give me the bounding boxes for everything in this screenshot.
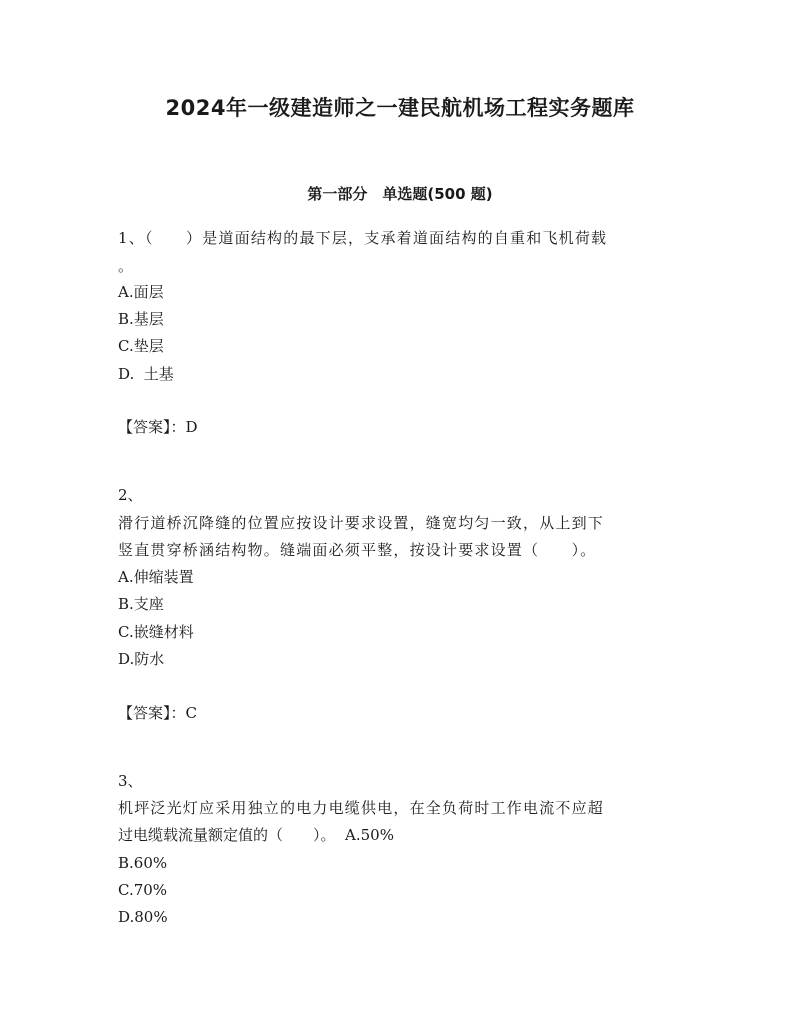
question-1-option-d: D. 土基 — [118, 365, 174, 383]
question-1-option-a: A.面层 — [118, 283, 164, 301]
question-2-option-b: B.支座 — [118, 595, 164, 613]
question-1-stem-line-2: 。 — [118, 257, 134, 275]
question-3-number: 3、 — [118, 772, 143, 790]
question-2-option-a: A.伸缩装置 — [118, 568, 194, 586]
question-3-option-c: C.70% — [118, 881, 168, 899]
question-3-stem-line-1: 机坪泛光灯应采用独立的电力电缆供电，在全负荷时工作电流不应超 — [118, 799, 605, 817]
question-3-stem-line-2: 过电缆载流量额定值的（ ）。 A.50% — [118, 826, 394, 844]
question-1-stem-line-1: 1、（ ）是道面结构的最下层，支承着道面结构的自重和飞机荷载 — [118, 229, 608, 247]
question-2-option-d: D.防水 — [118, 650, 165, 668]
section-title: 第一部分 单选题(500 题) — [307, 185, 493, 203]
document-title: 2024年一级建造师之一建民航机场工程实务题库 — [165, 96, 635, 120]
question-1-option-c: C.垫层 — [118, 337, 164, 355]
question-2-option-c: C.嵌缝材料 — [118, 623, 194, 641]
question-3-option-d: D.80% — [118, 908, 168, 926]
question-2-answer: 【答案】：C — [118, 704, 197, 722]
question-2-stem-line-1: 滑行道桥沉降缝的位置应按设计要求设置，缝宽均匀一致，从上到下 — [118, 514, 605, 532]
question-2-number: 2、 — [118, 486, 143, 504]
question-3-option-b: B.60% — [118, 854, 168, 872]
question-1-option-b: B.基层 — [118, 310, 164, 328]
question-2-stem-line-2: 竖直贯穿桥涵结构物。缝端面必须平整，按设计要求设置（ ）。 — [118, 541, 597, 559]
question-1-answer: 【答案】：D — [118, 418, 198, 436]
